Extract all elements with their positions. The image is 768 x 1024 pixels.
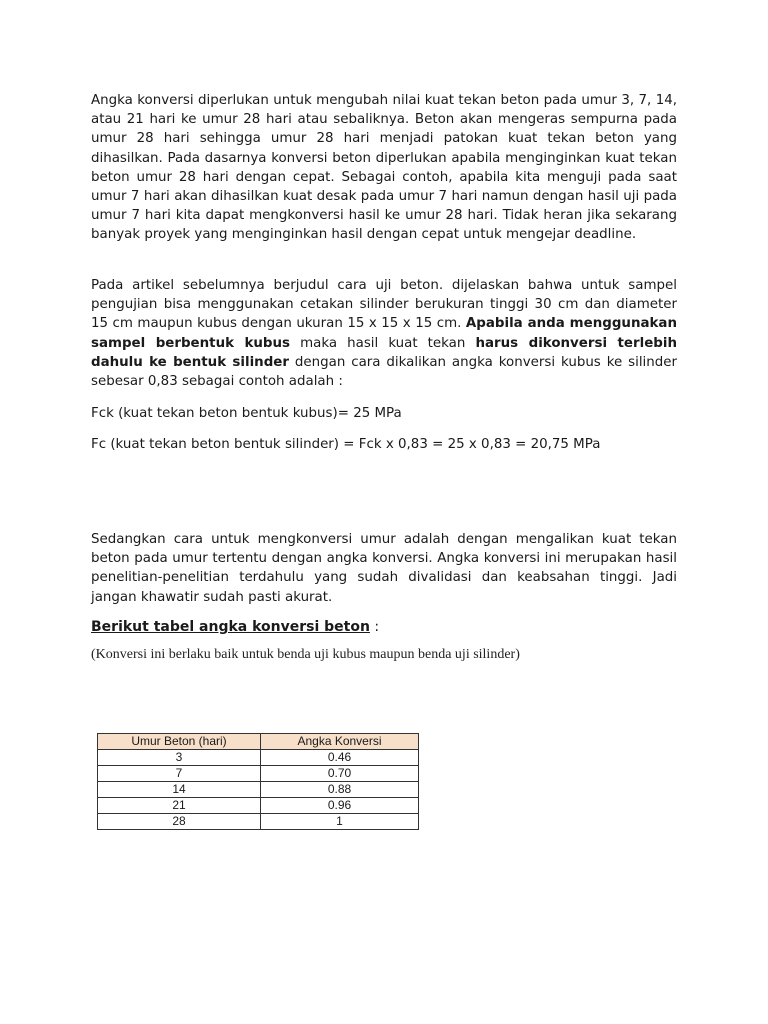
sample-bold-2: harus dikonversi terlebih dahulu ke bentuk silinder <box>91 335 677 370</box>
age-cell: 14 <box>98 782 261 798</box>
table-row <box>98 766 419 782</box>
formula-cylinder: Fc (kuat tekan beton bentuk silinder) = Fck x 0,83 = 25 x 0,83 = 20,75 MPa <box>91 437 601 452</box>
table-heading-suffix: : <box>369 619 380 635</box>
header-factor: Angka Konversi <box>261 734 419 750</box>
table-row <box>98 750 419 766</box>
table-heading-text: Berikut tabel angka konversi beton <box>91 619 370 635</box>
factor-cell: 0.46 <box>261 750 419 766</box>
sample-text-3: dengan cara dikalikan angka konversi kubus ke silinder sebesar 0,83 sebagai contoh adalah : <box>91 354 677 390</box>
sample-text-1: Pada artikel sebelumnya berjudul cara uji beton. dijelaskan bahwa untuk sampel pengujian bisa menggunakan cetakan silinder berukuran tinggi 30 cm dan diameter 15 cm maupun kubus dengan ukuran 15 x 15 x 15 cm. <box>91 278 677 332</box>
sample-paragraph <box>91 276 677 391</box>
factor-cell: 0.70 <box>261 766 419 782</box>
age-cell: 21 <box>98 798 261 814</box>
table-heading <box>91 619 379 635</box>
age-cell: 28 <box>98 814 261 830</box>
factor-cell: 0.88 <box>261 782 419 798</box>
sample-text-2: maka hasil kuat tekan <box>290 335 476 351</box>
age-cell: 7 <box>98 766 261 782</box>
age-conversion-paragraph: Sedangkan cara untuk mengkonversi umur adalah dengan mengalikan kuat tekan beton pada umur tertentu dengan angka konversi. Angka konversi ini merupakan hasil penelitian-penelitian terdahulu yang sudah divalidasi dan keabsahan tinggi. Jadi jangan khawatir sudah pasti akurat. <box>91 532 677 605</box>
table-row <box>98 814 419 830</box>
factor-cell: 1 <box>261 814 419 830</box>
table-note: (Konversi ini berlaku baik untuk benda uji kubus maupun benda uji silinder) <box>91 647 520 662</box>
table-row <box>98 798 419 814</box>
intro-paragraph: Angka konversi diperlukan untuk mengubah nilai kuat tekan beton pada umur 3, 7, 14, atau 21 hari ke umur 28 hari atau sebaliknya. Beton akan mengeras sempurna pada umur 28 hari sehingga umur 28 hari menjadi patokan kuat tekan beton yang dihasilkan. Pada dasarnya konversi beton diperlukan apabila menginginkan kuat tekan beton umur 28 hari dengan cepat. Sebagai contoh, apabila kita menguji pada saat umur 7 hari akan dihasilkan kuat desak pada umur 7 hari namun dengan hasil uji pada umur 7 hari kita dapat mengkonversi hasil ke umur 28 hari. Tidak heran jika sekarang banyak proyek yang menginginkan hasil dengan cepat untuk mengejar deadline. <box>91 93 677 243</box>
age-cell: 3 <box>98 750 261 766</box>
table-header-row <box>98 734 419 750</box>
header-age: Umur Beton (hari) <box>98 734 261 750</box>
factor-cell: 0.96 <box>261 798 419 814</box>
sample-bold-1: Apabila anda menggunakan sampel berbentuk kubus <box>91 316 677 351</box>
conversion-table <box>97 733 419 830</box>
table-row <box>98 782 419 798</box>
formula-cube: Fck (kuat tekan beton bentuk kubus)= 25 MPa <box>91 406 402 421</box>
